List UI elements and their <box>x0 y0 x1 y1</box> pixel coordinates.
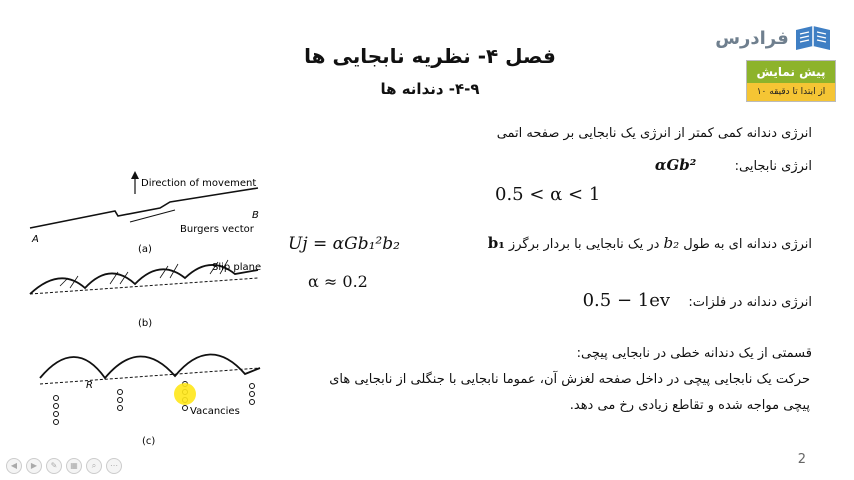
figure-b <box>30 260 261 329</box>
vacancies-dots <box>54 382 255 425</box>
dislocation-line-c <box>40 354 260 378</box>
para-title: قسمتی از یک دندانه خطی در نابجایی پیچی: <box>576 346 812 361</box>
prev-icon[interactable]: ◀ <box>6 458 22 474</box>
pointer-highlight <box>174 383 196 405</box>
fig-c-label: (c) <box>142 436 156 447</box>
radius-label: R <box>86 380 93 391</box>
text-line-1: انرژی دندانه کمی کمتر از انرژی یک نابجایی بر صفحه اتمی <box>496 126 812 141</box>
line3-pre: انرژی دندانه ای به طول <box>683 237 812 252</box>
line3-mid: در یک نابجایی با بردار برگرز <box>508 237 660 252</box>
zoom-icon[interactable]: ⌕ <box>86 458 102 474</box>
alpha-range: 0.5 < α < 1 <box>495 184 601 205</box>
menu-icon[interactable]: ⋯ <box>106 458 122 474</box>
label-b: B <box>252 210 259 221</box>
figure-a <box>30 171 259 255</box>
brand-logo <box>712 22 832 56</box>
burgers-label: Burgers vector <box>180 224 254 235</box>
b2-symbol: b₂ <box>663 234 680 252</box>
book-icon <box>794 24 832 52</box>
slide-title: فصل ۴- نظریه نابجایی ها <box>304 44 556 68</box>
dislocation-line-a <box>30 188 258 228</box>
logo-text: فرادرس <box>715 28 789 49</box>
label-a: A <box>32 234 39 245</box>
text-line-3 <box>488 234 812 252</box>
slides-icon[interactable]: ▦ <box>66 458 82 474</box>
alpha-approx: α ≈ 0.2 <box>308 272 368 291</box>
energy-label: انرژی نابجایی: <box>734 159 812 174</box>
slip-plane-label: Slip plane <box>212 262 262 273</box>
next-icon[interactable]: ▶ <box>26 458 42 474</box>
viewer-toolbar <box>6 458 122 476</box>
preview-range: از ابتدا تا دقیقه ۱۰ <box>747 83 835 101</box>
preview-badge[interactable] <box>746 60 836 102</box>
vacancies-label: Vacancies <box>190 406 240 417</box>
figure-c <box>40 354 260 447</box>
metal-energy-label: انرژی دندانه در فلزات: <box>688 295 812 310</box>
energy-formula: αGb² <box>654 156 697 174</box>
fig-b-label: (b) <box>138 318 153 329</box>
slip-plane-line <box>30 278 258 294</box>
page-number: 2 <box>797 452 806 467</box>
slip-plane-line-c <box>40 368 260 384</box>
text-line-2 <box>655 156 812 174</box>
metal-energy-value: 0.5 − 1ev <box>582 290 671 311</box>
direction-label: Direction of movement <box>141 178 257 189</box>
preview-label: پیش نمایش <box>747 61 835 83</box>
uj-formula: Uj = αGb₁²b₂ <box>288 234 400 254</box>
arrow-head <box>131 171 139 179</box>
b1-symbol: b₁ <box>487 234 505 252</box>
slide-subtitle: ۴-۹- دندانه ها <box>380 80 480 98</box>
para-line-1: حرکت یک نابجایی پیچی در داخل صفحه لغزش آن، عموما نابجایی با جنگلی از نابجایی های <box>329 372 810 387</box>
fig-a-label: (a) <box>138 244 152 255</box>
text-line-4 <box>583 290 812 311</box>
para-line-2: پیچی مواجه شده و تقاطع زیادی رخ می دهد. <box>569 398 810 413</box>
jog-figure <box>20 166 270 448</box>
hatching <box>60 260 228 288</box>
pen-icon[interactable]: ✎ <box>46 458 62 474</box>
